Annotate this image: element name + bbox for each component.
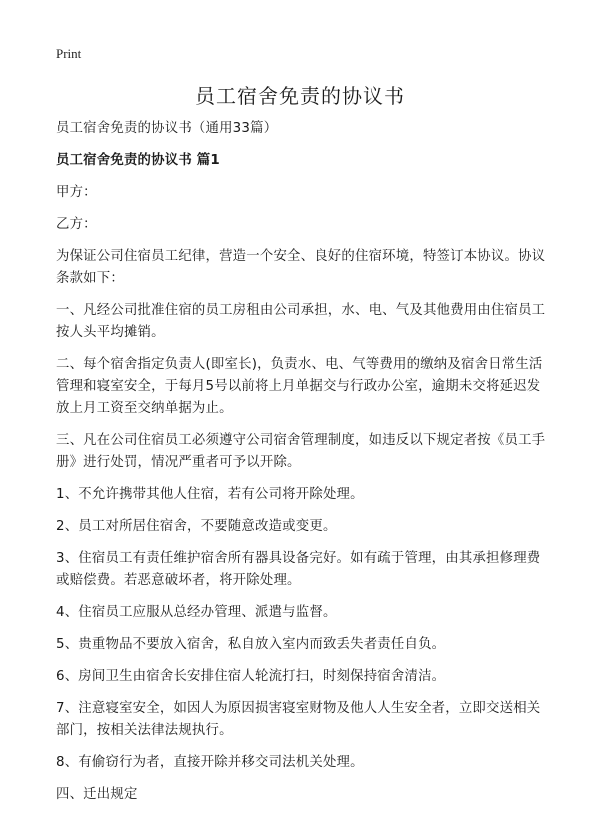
- clause-3: 三、凡在公司住宿员工必须遵守公司宿舍管理制度，如违反以下规定者按《员工手册》进行处罚，情况严重者可予以开除。: [56, 433, 546, 470]
- party-b-line: 乙方：: [56, 217, 97, 232]
- print-link[interactable]: Print: [56, 46, 82, 61]
- clause-2: 二、每个宿舍指定负责人(即室长)，负责水、电、气等费用的缴纳及宿舍日常生活管理和寝室安全，于每月5号以前将上月单据交与行政办公室，逾期未交将延迟发放上月工资至交纳单据为止。: [56, 357, 543, 416]
- rule-1: 1、不允许携带其他人住宿，若有公司将开除处理。: [56, 487, 364, 502]
- rule-6: 6、房间卫生由宿舍长安排住宿人轮流打扫，时刻保持宿舍清洁。: [56, 669, 446, 684]
- intro-paragraph: 为保证公司住宿员工纪律，营造一个安全、良好的住宿环境，特签订本协议。协议条款如下：: [56, 249, 546, 286]
- rule-7: 7、注意寝室安全，如因人为原因损害寝室财物及他人人生安全者，立即交送相关部门，按相关法律法规执行。: [56, 701, 541, 738]
- rule-3: 3、住宿员工有责任维护宿舍所有器具设备完好。如有疏于管理，由其承担修理费或赔偿费。若恶意破坏者，将开除处理。: [56, 551, 541, 588]
- rule-8: 8、有偷窃行为者，直接开除并移交司法机关处理。: [56, 755, 364, 770]
- document-body: [56, 118, 550, 816]
- rule-2: 2、员工对所居住宿舍，不要随意改造或变更。: [56, 519, 337, 534]
- rule-4: 4、住宿员工应服从总经办管理、派遣与监督。: [56, 605, 337, 620]
- party-a-line: 甲方：: [56, 185, 97, 200]
- section-heading: 员工宿舍免责的协议书 篇1: [56, 153, 220, 168]
- clause-1: 一、凡经公司批准住宿的员工房租由公司承担，水、电、气及其他费用由住宿员工按人头平均摊销。: [56, 303, 546, 340]
- clause-4-heading: 四、迁出规定: [56, 787, 138, 802]
- rule-5: 5、贵重物品不要放入宿舍，私自放入室内而致丢失者责任自负。: [56, 637, 446, 652]
- document-title: 员工宿舍免责的协议书: [195, 84, 405, 108]
- document-subtitle: 员工宿舍免责的协议书（通用33篇）: [56, 121, 278, 136]
